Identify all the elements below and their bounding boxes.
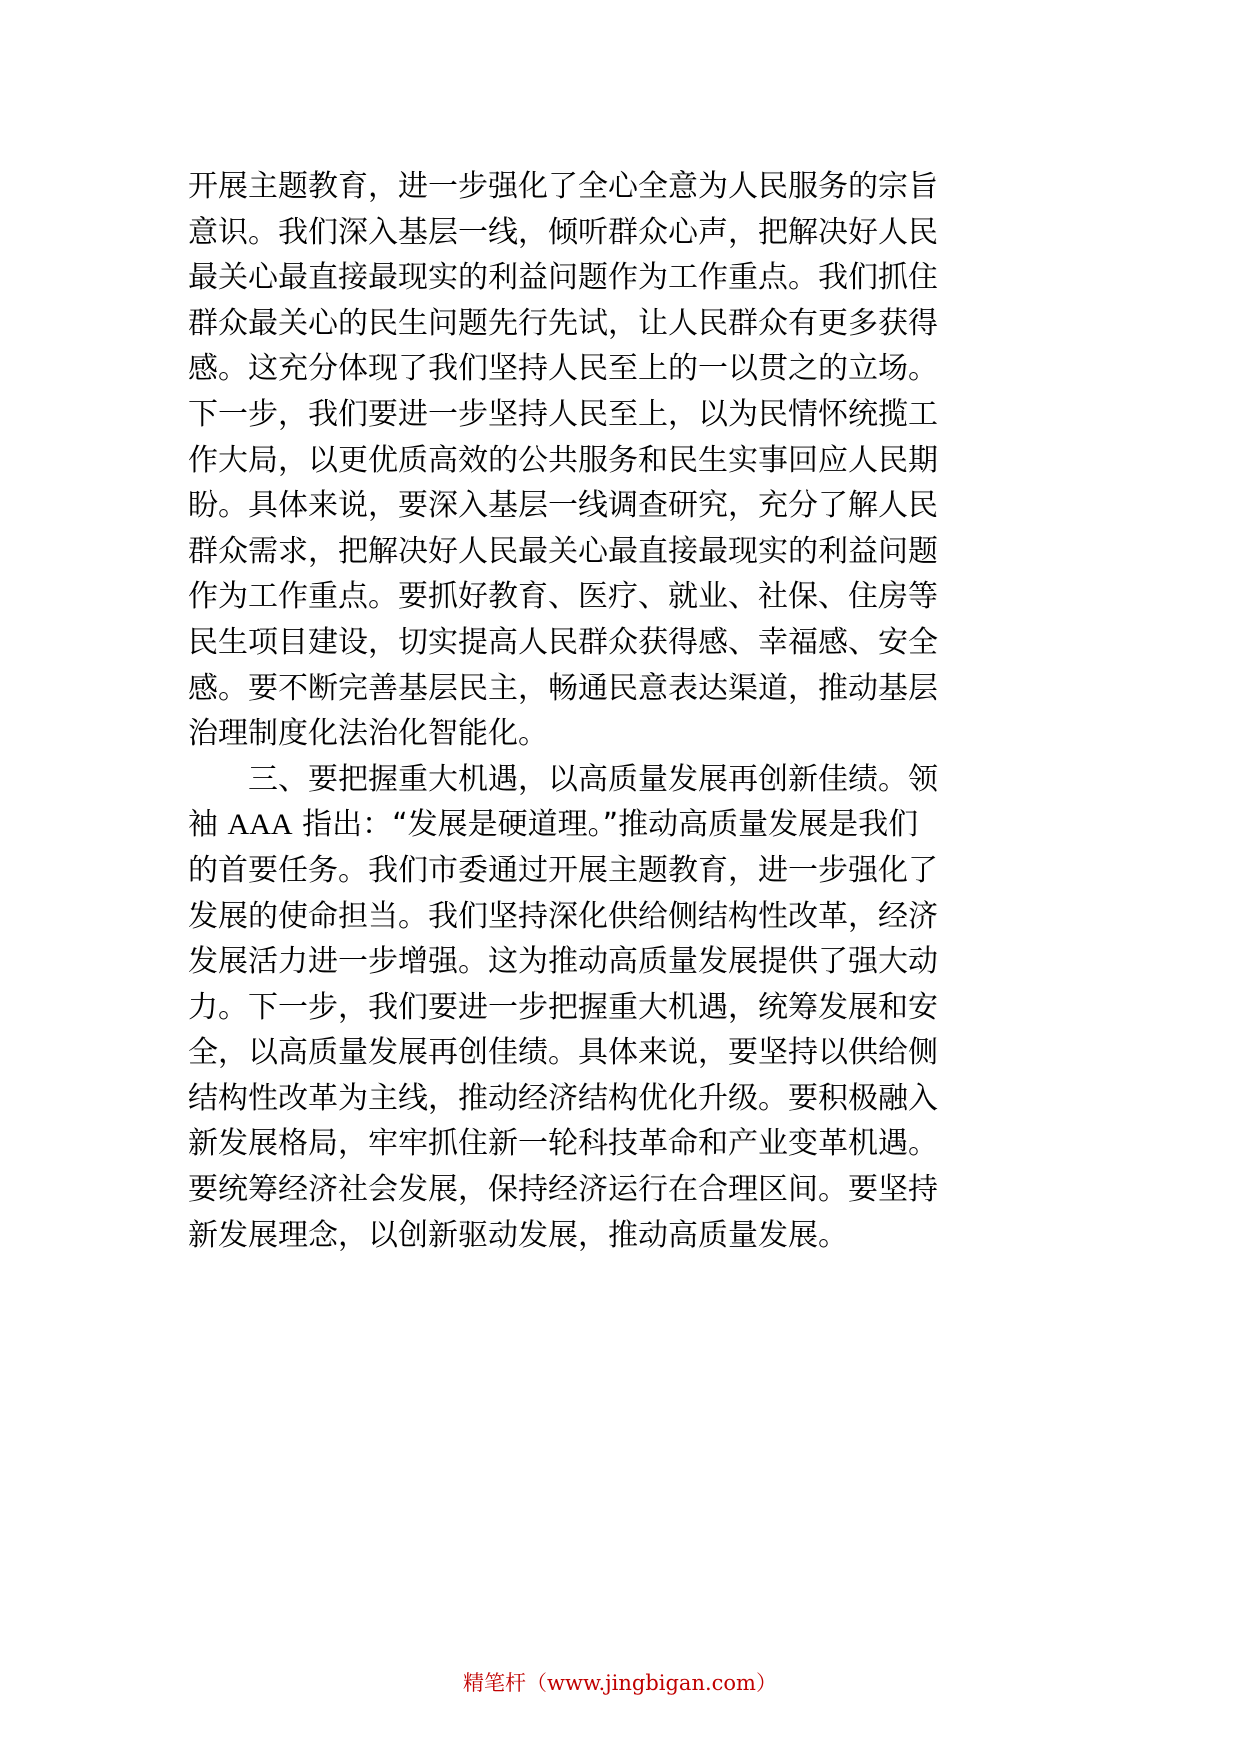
text-line: 民生项目建设，切实提高人民群众获得感、幸福感、安全 bbox=[188, 624, 938, 660]
text-line: 作为工作重点。要抓好教育、医疗、就业、社保、住房等 bbox=[188, 579, 938, 615]
text-line: 要统筹经济社会发展，保持经济运行在合理区间。要坚持 bbox=[188, 1172, 938, 1208]
text-line: 新发展格局，牢牢抓住新一轮科技革命和产业变革机遇。 bbox=[188, 1126, 938, 1162]
text-line: 的首要任务。我们市委通过开展主题教育，进一步强化了 bbox=[188, 852, 938, 888]
text-line: 发展活力进一步增强。这为推动高质量发展提供了强大动 bbox=[188, 944, 938, 980]
text-line: 结构性改革为主线，推动经济结构优化升级。要积极融入 bbox=[188, 1080, 938, 1116]
body-text bbox=[188, 164, 1068, 1258]
text-line bbox=[188, 802, 1068, 848]
text-line: 感。要不断完善基层民主，畅通民意表达渠道，推动基层 bbox=[188, 670, 938, 706]
text-line: 开展主题教育，进一步强化了全心全意为人民服务的宗旨 bbox=[188, 169, 938, 204]
text-line: 感。这充分体现了我们坚持人民至上的一以贯之的立场。 bbox=[188, 351, 938, 387]
section-heading-line: 三、要把握重大机遇，以高质量发展再创新佳绩。领 bbox=[248, 761, 938, 797]
placeholder-name: AAA bbox=[227, 808, 293, 842]
text-line: 发展的使命担当。我们坚持深化供给侧结构性改革，经济 bbox=[188, 898, 938, 934]
text-line: 群众需求，把解决好人民最关心最直接最现实的利益问题 bbox=[188, 533, 938, 569]
text-line: 意识。我们深入基层一线，倾听群众心声，把解决好人民 bbox=[188, 214, 938, 250]
text-line: 全，以高质量发展再创佳绩。具体来说，要坚持以供给侧 bbox=[188, 1035, 938, 1071]
text-line: 最关心最直接最现实的利益问题作为工作重点。我们抓住 bbox=[188, 260, 938, 296]
text-line: 新发展理念，以创新驱动发展，推动高质量发展。 bbox=[188, 1217, 848, 1253]
text-line: 群众最关心的民生问题先行先试，让人民群众有更多获得 bbox=[188, 305, 938, 341]
footer-watermark: 精笔杆（www.jingbigan.com） bbox=[463, 1671, 777, 1695]
text-line: 作大局，以更优质高效的公共服务和民生实事回应人民期 bbox=[188, 442, 938, 478]
text-line: 治理制度化法治化智能化。 bbox=[188, 716, 548, 752]
text-segment: 袖 bbox=[188, 807, 218, 843]
text-line: 力。下一步，我们要进一步把握重大机遇，统筹发展和安 bbox=[188, 989, 938, 1025]
text-segment: 指出：“发展是硬道理。”推动高质量发展是我们 bbox=[302, 807, 919, 843]
text-line: 下一步，我们要进一步坚持人民至上，以为民情怀统揽工 bbox=[188, 396, 938, 432]
text-line: 盼。具体来说，要深入基层一线调查研究，充分了解人民 bbox=[188, 488, 938, 524]
